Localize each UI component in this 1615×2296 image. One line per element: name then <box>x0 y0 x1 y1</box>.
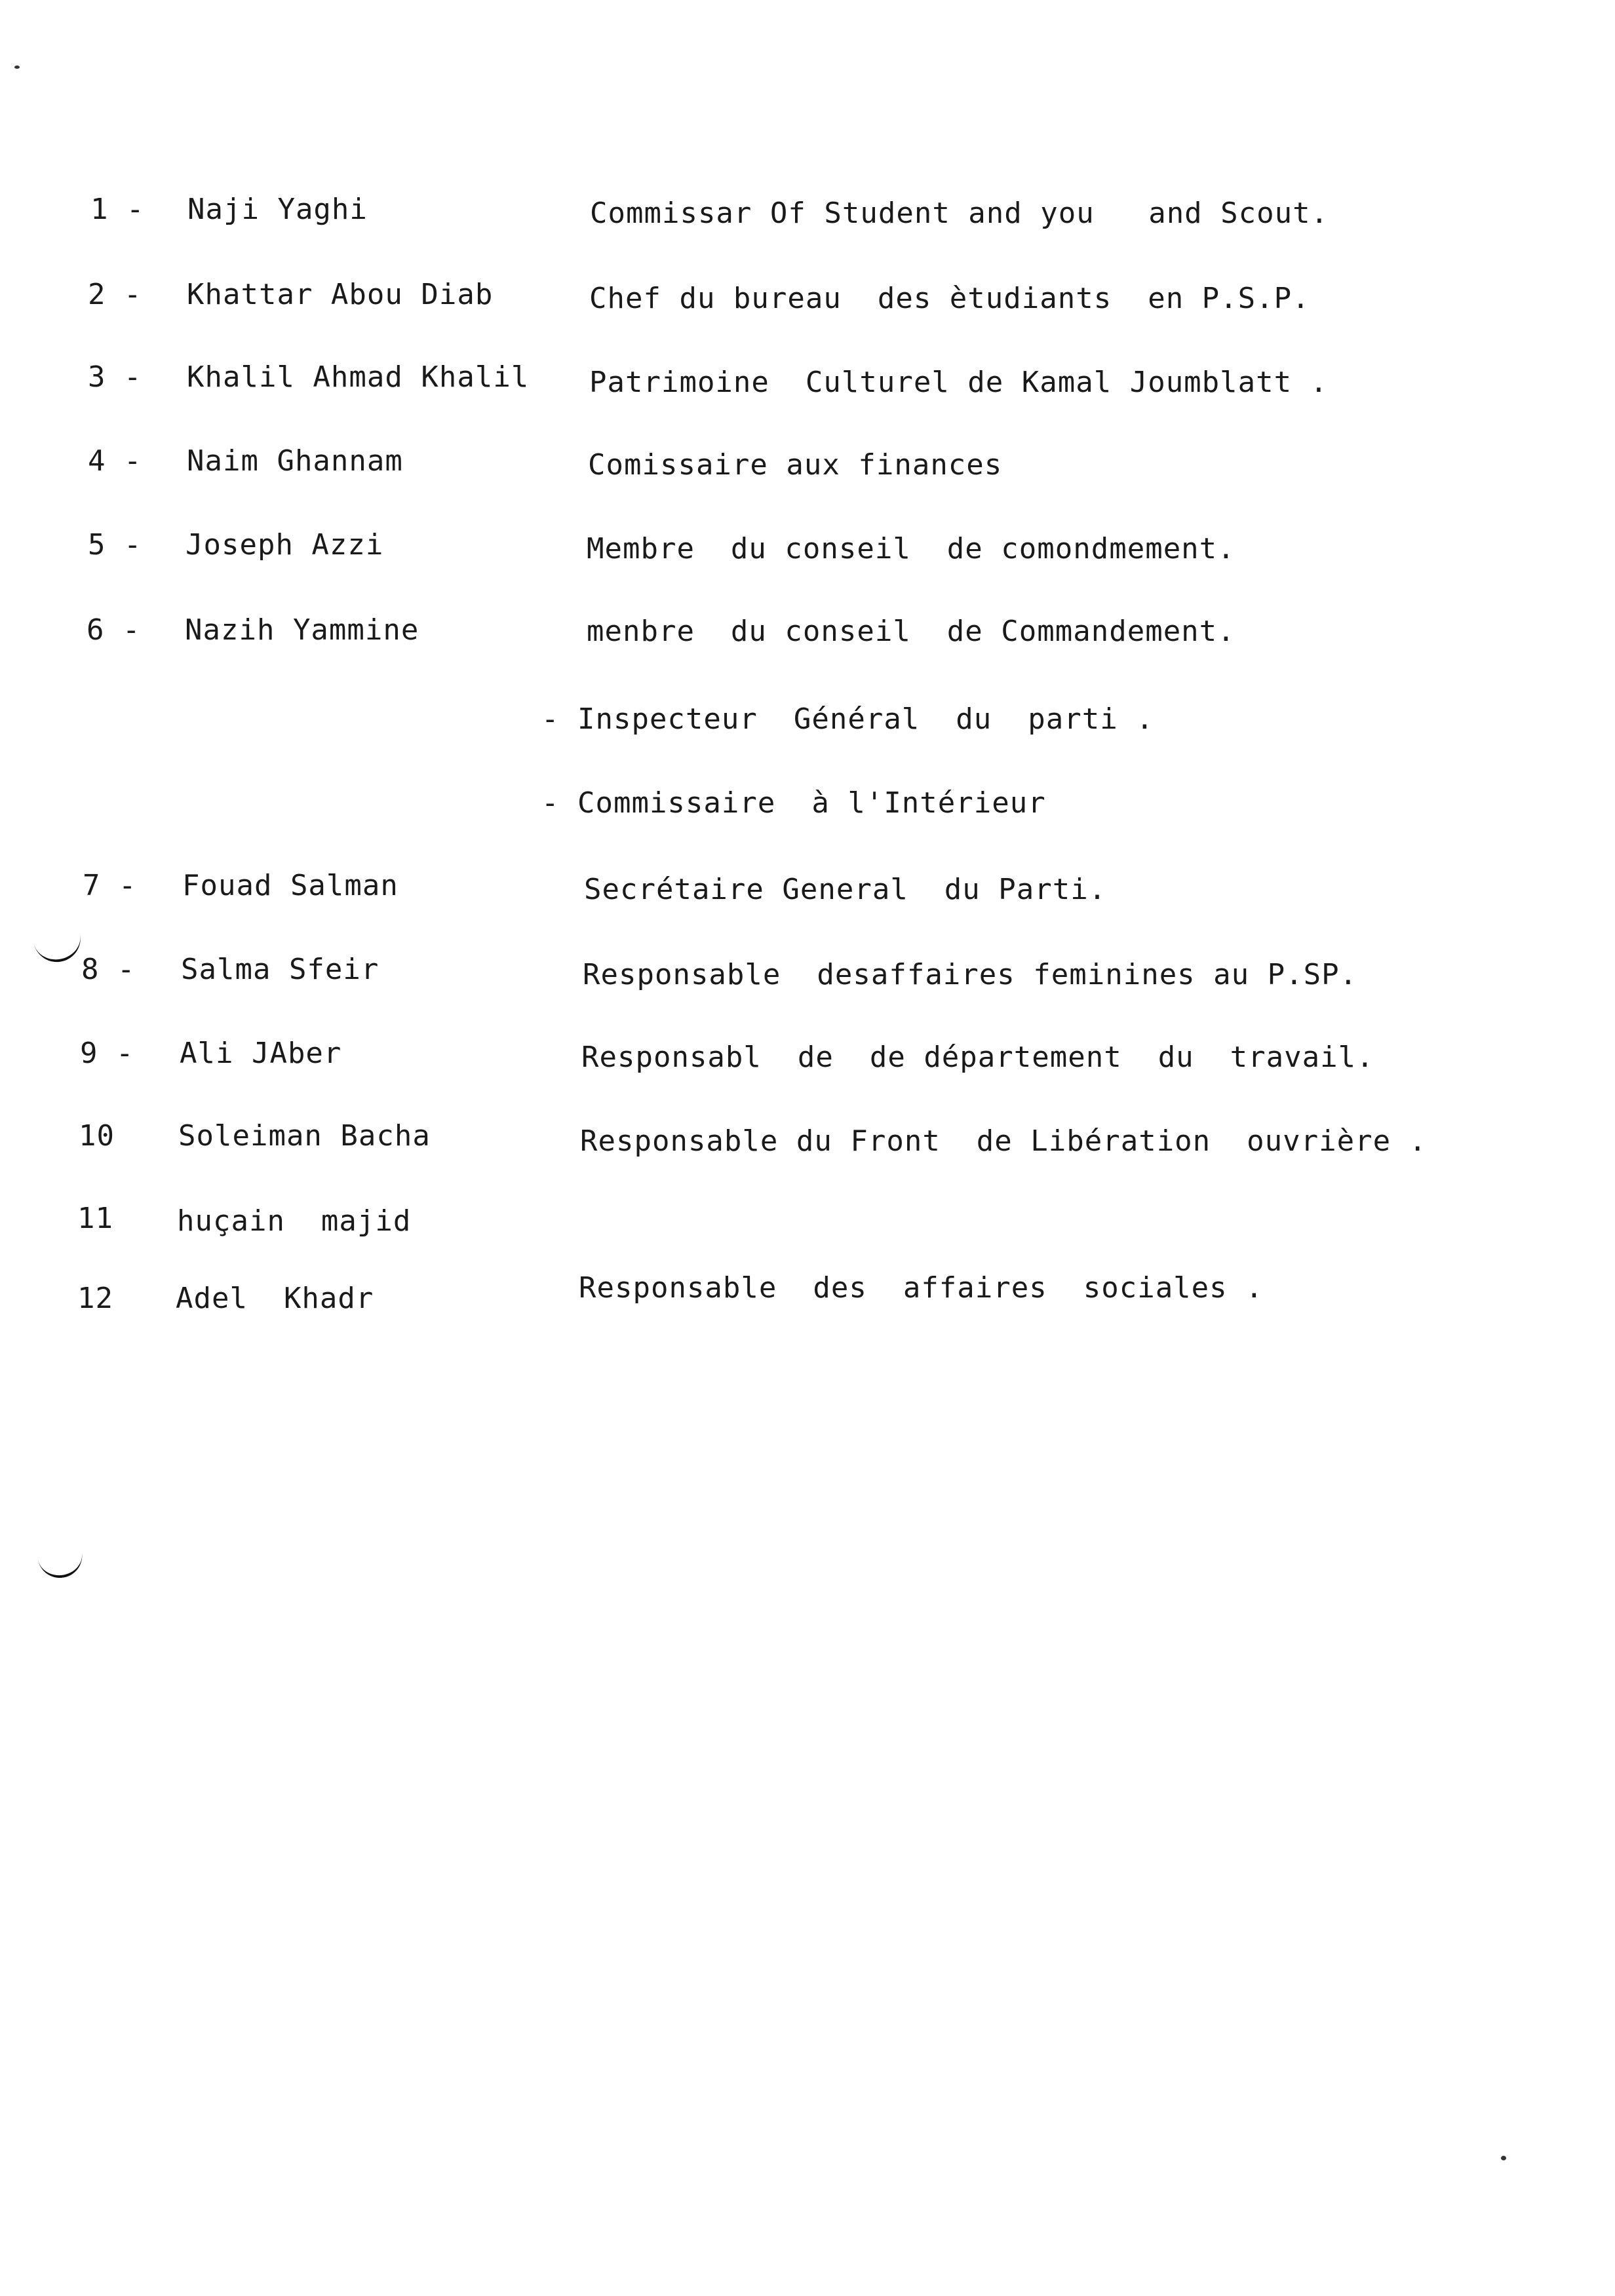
entry-number: 5 - <box>88 528 142 562</box>
entry-role: menbre du conseil de Commandement. <box>587 615 1236 648</box>
entry-number: 2 - <box>88 278 142 311</box>
entry-role: Responsable desaffaires feminines au P.SP. <box>583 958 1358 991</box>
entry-number: 1 - <box>90 193 145 226</box>
pen-mark <box>31 918 85 966</box>
entry-name: Adel Khadr <box>176 1282 374 1315</box>
entry-role-continued: - Commissaire à l'Intérieur <box>541 786 1046 820</box>
entry-number: 7 - <box>83 869 137 902</box>
entry-role: Responsable du Front de Libération ouvrière . <box>580 1124 1428 1158</box>
entry-number: 6 - <box>87 613 141 647</box>
entry-role: Secrétaire General du Parti. <box>584 873 1107 906</box>
entry-number: 12 <box>77 1282 113 1315</box>
entry-name: Fouad Salman <box>182 869 399 902</box>
entry-role: Membre du conseil de comondmement. <box>587 532 1236 565</box>
scan-speck <box>14 66 20 69</box>
entry-name: Naji Yaghi <box>187 193 368 226</box>
entry-number: 9 - <box>80 1037 134 1070</box>
entry-name: Khalil Ahmad Khalil <box>187 360 530 394</box>
entry-role-continued: - Inspecteur Général du parti . <box>541 702 1154 736</box>
entry-role: Chef du bureau des ètudiants en P.S.P. <box>589 282 1310 315</box>
entry-role: Responsable des affaires sociales . <box>579 1271 1264 1305</box>
entry-role: Comissaire aux finances <box>588 448 1003 482</box>
entry-name: Ali JAber <box>180 1037 342 1070</box>
entry-name: Khattar Abou Diab <box>187 278 494 311</box>
entry-role: Commissar Of Student and you and Scout. <box>590 197 1329 230</box>
entry-role: Responsabl de de département du travail. <box>581 1041 1374 1074</box>
entry-number: 3 - <box>88 360 142 394</box>
entry-number: 10 <box>79 1119 115 1153</box>
entry-name: Soleiman Bacha <box>178 1119 431 1153</box>
entry-number: 4 - <box>88 444 142 478</box>
entry-name: Joseph Azzi <box>185 528 384 562</box>
entry-name: huçain majid <box>177 1204 412 1238</box>
entry-number: 8 - <box>81 953 136 986</box>
entry-name: Salma Sfeir <box>181 953 379 986</box>
entry-number: 11 <box>77 1202 113 1235</box>
entry-name: Naim Ghannam <box>187 444 403 478</box>
entry-role: Patrimoine Culturel de Kamal Joumblatt . <box>589 366 1329 399</box>
scan-speck <box>1501 2156 1506 2160</box>
entry-name: Nazih Yammine <box>185 613 419 647</box>
pen-mark <box>35 1537 85 1581</box>
